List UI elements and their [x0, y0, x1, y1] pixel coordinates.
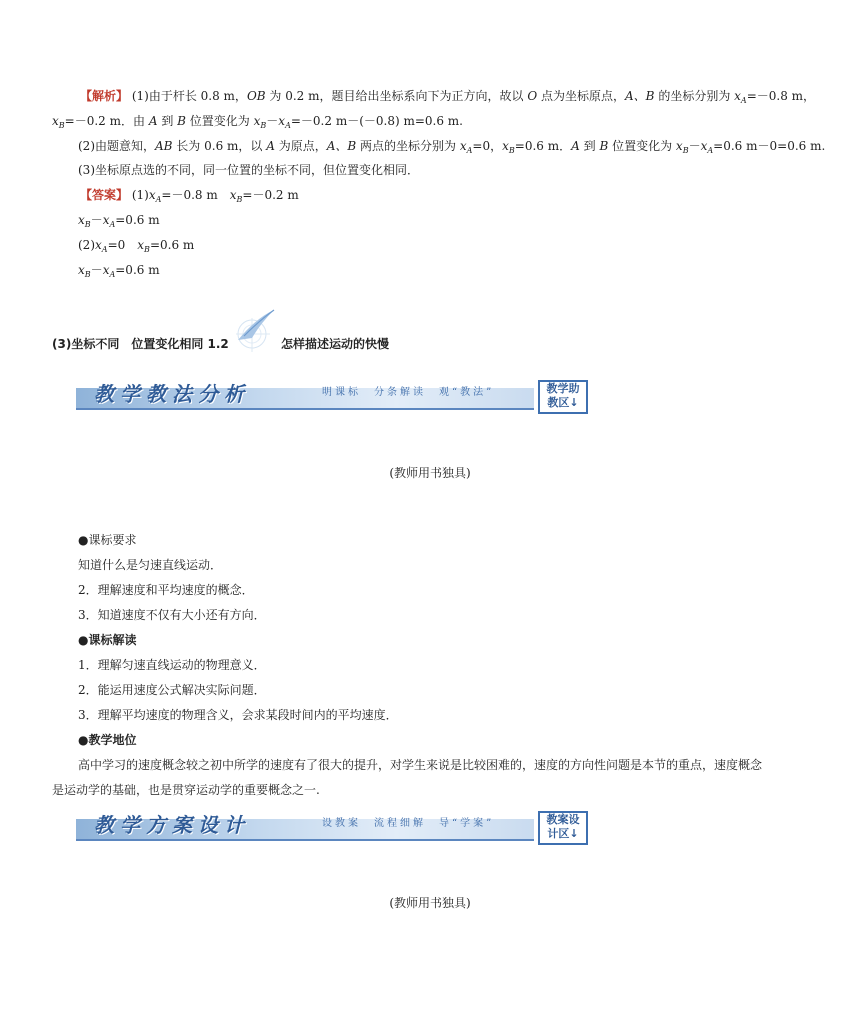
kebiao-req-title: ●课标要求 [78, 533, 137, 547]
banner-subtitle: 明课标 分条解读 观“教法” [322, 387, 495, 398]
answer-line-1: 【答案】 $(1)x_A=-0.8$ m $x_B=-0.2$ m [80, 188, 299, 204]
analysis-tag: 【解析】 [80, 89, 129, 103]
analysis-line-2: $x_B=-0.2$ m．由 A 到 B 位置变化为 $x_B-x_A=-0.2$ m－(－0.8) m=0.6 m. [52, 114, 463, 130]
position-line-2: 是运动学的基础，也是贯穿运动学的重要概念之一. [52, 783, 320, 797]
position-title: ●教学地位 [78, 733, 137, 747]
kebiao-read-item-3: 3．理解平均速度的物理含义，会求某段时间内的平均速度． [78, 708, 398, 722]
banner-nav-button[interactable]: 教案设 计区↓ [538, 811, 588, 845]
teacher-note-1: (教师用书独具) [389, 466, 471, 480]
kebiao-read-item-1: 1．理解匀速直线运动的物理意义． [78, 658, 266, 672]
section-heading-right: 怎样描述运动的快慢 [281, 337, 390, 351]
banner-teaching-plan [76, 811, 588, 847]
kebiao-read-item-2: 2．能运用速度公式解决实际问题． [78, 683, 266, 697]
analysis-line-4: (3)坐标原点选的不同，同一位置的坐标不同，但位置变化相同． [78, 163, 420, 177]
kebiao-req-item-1: 知道什么是匀速直线运动． [78, 558, 223, 572]
answer-line-4: $x_B-x_A=0.6$ m [78, 263, 160, 279]
answer-line-3: $(2)x_A=0$ $x_B=0.6$ m [78, 238, 195, 254]
banner-subtitle: 设教案 流程细解 导“学案” [322, 818, 495, 829]
banner-title: 教学方案设计 [94, 813, 250, 837]
banner-title: 教学教法分析 [94, 382, 250, 406]
banner-nav-button[interactable]: 教学助 教区↓ [538, 380, 588, 414]
section-heading-left: (3)坐标不同 位置变化相同 1.2 [52, 337, 229, 351]
banner-teaching-analysis [76, 380, 588, 416]
answer-line-2: $x_B-x_A=0.6$ m [78, 213, 160, 229]
answer-tag: 【答案】 [80, 188, 129, 202]
teacher-note-2: (教师用书独具) [389, 896, 471, 910]
analysis-line-3: (2)由题意知，AB 长为 0.6 m，以 A 为原点，A、B 两点的坐标分别为 $x_A=0$，$x_B=0.6$ m．A 到 B 位置变化为 $x_B-x_A=0.6$ m－0=0.6 m. [78, 139, 826, 155]
paper-plane-logo-icon [230, 306, 276, 354]
kebiao-req-item-2: 2．理解速度和平均速度的概念． [78, 583, 254, 597]
analysis-line-1: 【解析】 (1)由于杆长 0.8 m，OB 为 0.2 m，题目给出坐标系向下为正方向，故以 O 点为坐标原点，A、B 的坐标分别为 $x_A=-0.8$ m， [80, 89, 816, 105]
kebiao-read-title: ●课标解读 [78, 633, 137, 647]
position-line-1: 高中学习的速度概念较之初中所学的速度有了很大的提升，对学生来说是比较困难的，速度的方向性问题是本节的重点，速度概念 [78, 758, 763, 772]
kebiao-req-item-3: 3．知道速度不仅有大小还有方向． [78, 608, 266, 622]
